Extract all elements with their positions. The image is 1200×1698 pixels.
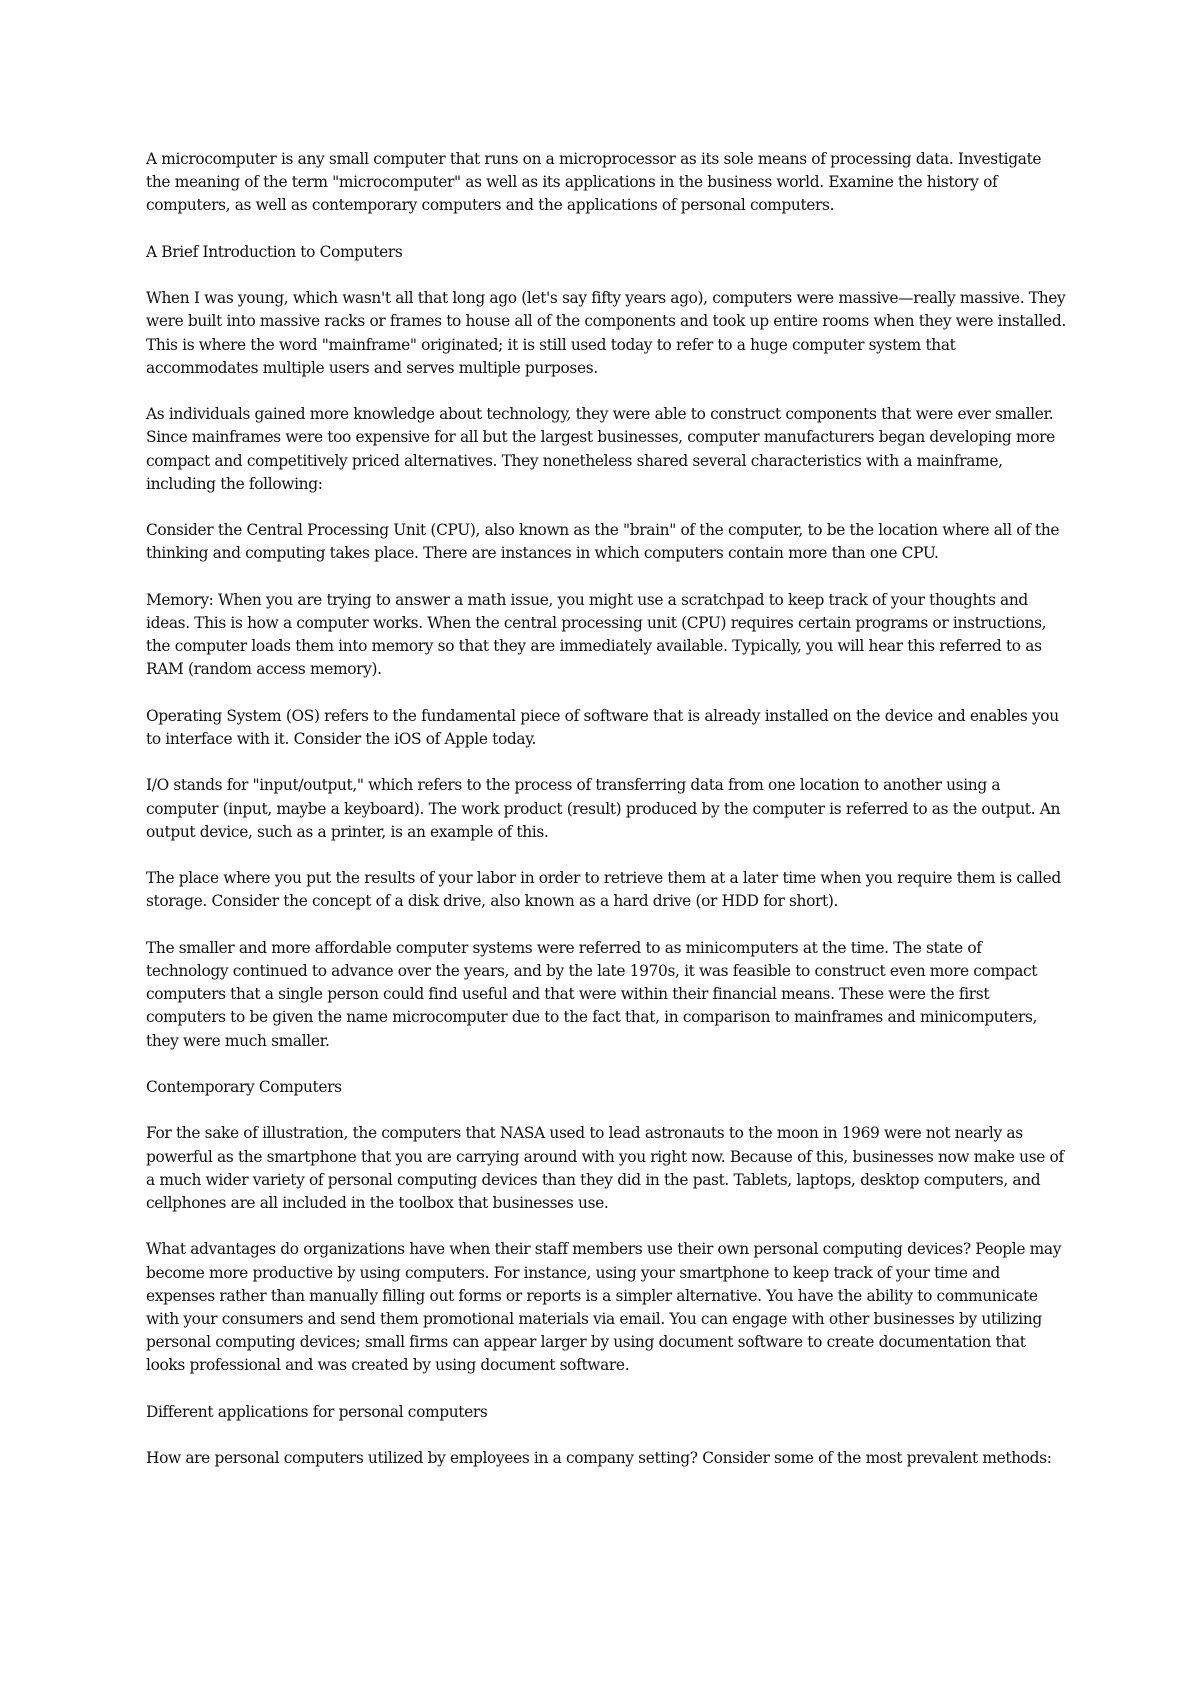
intro-paragraph: A microcomputer is any small computer that runs on a microprocessor as its sole means of processing data. Investigate the meaning of the term "microcomputer" as well as its applications in the business world. Examine the history of computers, as well as contemporary computers and the applications of personal computers. — [146, 150, 1042, 215]
section-heading-different-applications: Different applications for personal computers — [146, 1402, 488, 1421]
section-heading-brief-introduction: A Brief Introduction to Computers — [146, 242, 403, 261]
body-paragraph-storage: The place where you put the results of your labor in order to retrieve them at a later time when you require them is called storage. Consider the concept of a disk drive, also known as a hard drive (or HDD for short). — [146, 869, 1061, 911]
body-paragraph-operating-system: Operating System (OS) refers to the fundamental piece of software that is already installed on the device and enables you to interface with it. Consider the iOS of Apple today. — [146, 706, 1059, 748]
body-paragraph-cpu: Consider the Central Processing Unit (CPU), also known as the "brain" of the computer, to be the location where all of the thinking and computing takes place. There are instances in which computers contain more than one CPU. — [146, 521, 1060, 563]
body-paragraph-mainframe-history: When I was young, which wasn't all that long ago (let's say fifty years ago), computers were massive—really massive. They were built into massive racks or frames to house all of the components and took up entire rooms when they were installed. This is where the word "mainframe" originated; it is still used today to refer to a huge computer system that accommodates multiple users and serves multiple purposes. — [146, 289, 1066, 377]
body-paragraph-io: I/O stands for "input/output," which refers to the process of transferring data from one location to another using a computer (input, maybe a keyboard). The work product (result) produced by the computer is referred to as the output. An output device, such as a printer, is an example of this. — [146, 776, 1061, 841]
body-paragraph-advantages: What advantages do organizations have when their staff members use their own personal computing devices? People may become more productive by using computers. For instance, using your smartphone to keep track of your time and expenses rather than manually filling out forms or reports is a simpler alternative. You have the ability to communicate with your consumers and send them promotional materials via email. You can engage with other businesses by utilizing personal computing devices; small firms can appear larger by using document software to create documentation that looks professional and was created by using document software. — [146, 1240, 1062, 1375]
body-paragraph-smaller-components: As individuals gained more knowledge about technology, they were able to construct components that were ever smaller. Since mainframes were too expensive for all but the largest businesses, computer manufacturers began developing more compact and competitively priced alternatives. They nonetheless shared several characteristics with a mainframe, including the following: — [146, 405, 1055, 493]
body-paragraph-memory: Memory: When you are trying to answer a math issue, you might use a scratchpad to keep track of your thoughts and ideas. This is how a computer works. When the central processing unit (CPU) requires certain programs or instructions, the computer loads them into memory so that they are immediately available. Typically, you will hear this referred to as RAM (random access memory). — [146, 590, 1047, 679]
body-paragraph-nasa: For the sake of illustration, the computers that NASA used to lead astronauts to the moon in 1969 were not nearly as powerful as the smartphone that you are carrying around with you right now. Because of this, businesses now make use of a much wider variety of personal computing devices than they did in the past. Tablets, laptops, desktop computers, and cellphones are all included in the toolbox that businesses use. — [146, 1124, 1064, 1212]
section-heading-contemporary-computers: Contemporary Computers — [146, 1077, 342, 1096]
document-page — [146, 148, 1066, 1494]
body-paragraph-minicomputers: The smaller and more affordable computer systems were referred to as minicomputers at the time. The state of technology continued to advance over the years, and by the late 1970s, it was feasible to construct even more compact computers that a single person could find useful and that were within their financial means. These were the first computers to be given the name microcomputer due to the fact that, in comparison to mainframes and minicomputers, they were much smaller. — [146, 938, 1038, 1050]
body-paragraph-employee-usage: How are personal computers utilized by employees in a company setting? Consider some of the most prevalent methods: — [146, 1449, 1052, 1468]
